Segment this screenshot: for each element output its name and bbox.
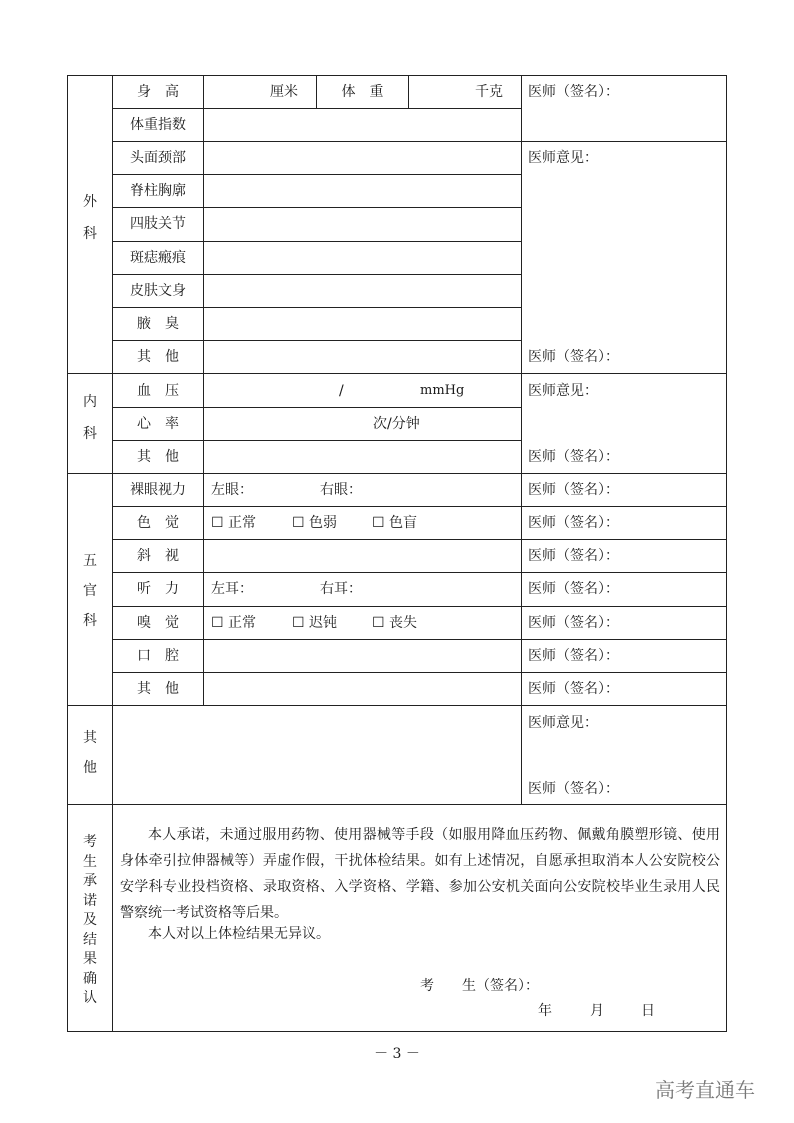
- row-label-spine-chest: 脊柱胸廓: [130, 183, 186, 199]
- section-label-ent: 五 官 科: [83, 553, 97, 629]
- section-line: [67, 373, 727, 374]
- smell-loss-checkbox[interactable]: ☐ 丧失: [372, 615, 418, 631]
- doctor-sign: 医师（签名）：: [528, 781, 619, 797]
- row-line: [112, 407, 522, 408]
- candidate-sign-label: 考 生（签名）：: [420, 978, 539, 994]
- pledge-paragraph: 本人承诺，未通过服用药物、使用器械等手段（如服用降血压药物、佩戴角膜塑形镜、使用身体牵引拉伸器械等）弄虚作假，干扰体检结果。如有上述情况，自愿承担取消本人公安院校公安学科专业投档资格、录取资格、入学资格、学籍、参加公安机关面向公安院校毕业生录用人民警察统一考试资格等后果。: [120, 827, 720, 921]
- date-month-label: 月: [590, 1003, 604, 1019]
- bp-slash: /: [339, 383, 344, 399]
- weight-unit: 千克: [475, 84, 503, 100]
- doctor-sign: 医师（签名）：: [528, 648, 619, 664]
- watermark: 高考直通车: [655, 1078, 755, 1102]
- hearing-left-label: 左耳：: [211, 581, 253, 597]
- doctor-sign: 医师（签名）：: [528, 449, 619, 465]
- doctor-opinion: 医师意见：: [528, 150, 598, 166]
- doctor-sign: 医师（签名）：: [528, 681, 619, 697]
- doctor-sign: 医师（签名）：: [528, 515, 619, 531]
- section-line: [67, 473, 727, 474]
- heart-rate-unit: 次/分钟: [373, 416, 420, 432]
- height-unit: 厘米: [270, 84, 298, 100]
- row-line: [112, 639, 727, 640]
- doctor-opinion: 医师意见：: [528, 715, 598, 731]
- doctor-sign: 医师（签名）：: [528, 548, 619, 564]
- row-label-body-odor: 腋 臭: [137, 316, 179, 332]
- section-label-pledge: 考 生 承 诺 及 结 果 确 认: [83, 834, 97, 1006]
- row-line: [112, 207, 522, 208]
- pledge-confirmation: 本人对以上体检结果无异议。: [148, 926, 330, 942]
- row-line: [112, 340, 522, 341]
- row-label-bmi: 体重指数: [130, 117, 186, 133]
- row-label-other: 其 他: [137, 449, 179, 465]
- date-day-label: 日: [641, 1003, 655, 1019]
- weight-divider: [408, 75, 409, 108]
- hearing-right-label: 右耳：: [320, 581, 362, 597]
- page-number: － 3 －: [374, 1046, 420, 1062]
- row-line: [112, 440, 522, 441]
- row-line: [112, 274, 522, 275]
- row-label-hearing: 听 力: [137, 581, 179, 597]
- row-label-other: 其 他: [137, 681, 179, 697]
- color-normal-checkbox[interactable]: ☐ 正常: [211, 515, 257, 531]
- section-label-other: 其 他: [83, 730, 97, 776]
- section-label-surgery: 外 科: [83, 194, 97, 242]
- doctor-sign: 医师（签名）：: [528, 581, 619, 597]
- row-label-blood-pressure: 血 压: [137, 383, 179, 399]
- border-top: [67, 75, 727, 76]
- row-label-heart-rate: 心 率: [137, 416, 179, 432]
- row-label-head-neck: 头面颈部: [130, 150, 186, 166]
- row-label-spots-scars: 斑痣瘢痕: [130, 250, 186, 266]
- label-divider: [203, 75, 204, 705]
- row-label-strabismus: 斜 视: [137, 548, 179, 564]
- row-label-color-vision: 色 觉: [137, 515, 179, 531]
- row-line: [112, 572, 727, 573]
- color-blind-checkbox[interactable]: ☐ 色盲: [372, 515, 418, 531]
- row-line: [112, 672, 727, 673]
- doctor-sign: 医师（签名）：: [528, 482, 619, 498]
- row-line: [112, 606, 727, 607]
- doctor-sign: 医师（签名）：: [528, 349, 619, 365]
- height-label: 身 高: [137, 84, 179, 100]
- border-right: [726, 75, 727, 1032]
- doctor-sign: 医师（签名）：: [528, 615, 619, 631]
- smell-normal-checkbox[interactable]: ☐ 正常: [211, 615, 257, 631]
- row-label-tattoo: 皮肤文身: [130, 283, 186, 299]
- row-label-limbs-joints: 四肢关节: [130, 216, 186, 232]
- row-line: [112, 506, 727, 507]
- section-line: [67, 804, 727, 805]
- row-line: [112, 539, 727, 540]
- doctor-opinion: 医师意见：: [528, 383, 598, 399]
- row-line: [112, 141, 727, 142]
- vision-left-label: 左眼：: [211, 482, 253, 498]
- row-line: [112, 241, 522, 242]
- row-line: [112, 174, 522, 175]
- row-label-vision: 裸眼视力: [130, 482, 186, 498]
- color-weak-checkbox[interactable]: ☐ 色弱: [292, 515, 338, 531]
- smell-dull-checkbox[interactable]: ☐ 迟钝: [292, 615, 338, 631]
- date-year-label: 年: [538, 1003, 552, 1019]
- section-line: [67, 705, 727, 706]
- row-label-other: 其 他: [137, 349, 179, 365]
- weight-label: 体 重: [341, 84, 384, 100]
- border-bottom: [67, 1031, 727, 1032]
- section-label-internal: 内 科: [83, 394, 97, 442]
- row-line: [112, 108, 522, 109]
- bp-unit: mmHg: [420, 383, 465, 398]
- vision-right-label: 右眼：: [320, 482, 362, 498]
- row-label-smell: 嗅 觉: [137, 615, 179, 631]
- doctor-sign: 医师（签名）：: [528, 84, 619, 100]
- row-label-oral: 口 腔: [137, 648, 179, 664]
- doctor-divider: [521, 75, 522, 804]
- row-line: [112, 307, 522, 308]
